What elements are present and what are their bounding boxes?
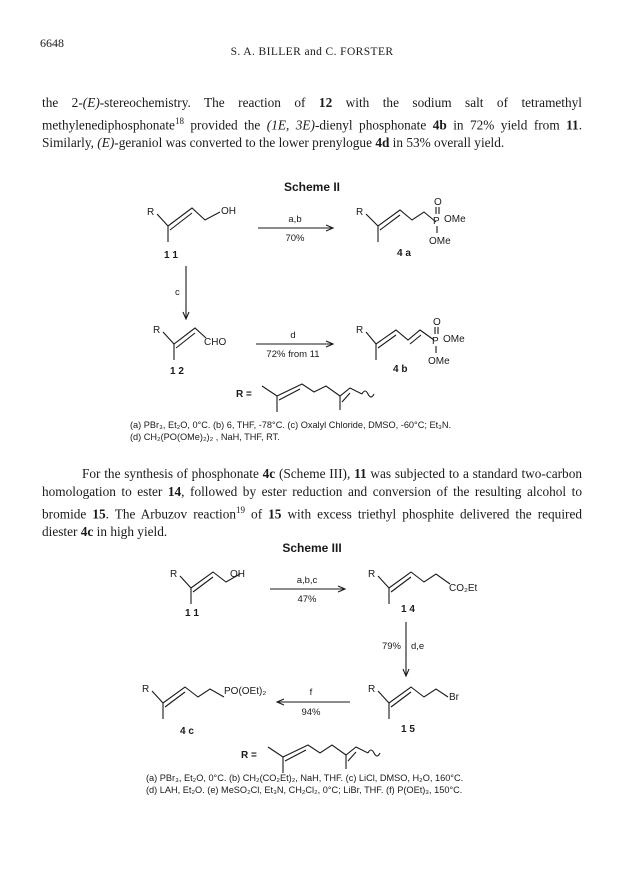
compound-14-structure [368, 569, 478, 615]
caption-line: (a) PBr₃, Et₂O, 0°C. (b) CH₂(CO₂Et)₂, NaH, THF. (c) LiCl, DMSO, H₂O, 160°C. [146, 773, 464, 783]
scheme-3-caption [146, 772, 586, 796]
compound-ref: 4b [432, 117, 447, 133]
phosphorus-label: P [432, 336, 439, 347]
text: , followed by ester reduction and conversion of the resulting alcohol to bromide [42, 484, 582, 522]
text: of [245, 506, 269, 522]
scheme-3-title: Scheme III [282, 541, 342, 555]
text: provided the [183, 117, 267, 133]
compound-ref: 15 [268, 506, 282, 522]
ome-label: OMe [429, 236, 451, 247]
compound-ref: 4d [375, 135, 390, 151]
text: the 2- [42, 95, 83, 110]
stereo-label: (E) [97, 135, 115, 151]
bond-skeleton [378, 687, 448, 703]
text: . Similarly, [42, 117, 583, 151]
r-label: R [153, 325, 161, 336]
compound-ref: 4c [80, 524, 94, 540]
r-equals-label: R = [241, 750, 257, 761]
compound-ref: 11 [566, 117, 579, 133]
running-head: S. A. BILLER and C. FORSTER [230, 46, 394, 58]
compound-number: 1 2 [170, 366, 184, 377]
text: with the sodium salt of tetramethyl methylenediphosphonate [42, 95, 582, 133]
oxygen-label: O [433, 317, 441, 328]
reagents: d [290, 330, 296, 341]
compound-number: 4 a [397, 248, 411, 259]
compound-ref: 12 [318, 95, 333, 110]
compound-ref: 4c [262, 466, 276, 481]
oxygen-label: O [434, 197, 442, 208]
scheme-2-title: Scheme II [283, 180, 341, 194]
r-equals-label: R = [236, 389, 252, 400]
reaction-arrow-abc [270, 575, 345, 605]
reagents: a,b [288, 214, 302, 225]
oh-label: OH [230, 569, 245, 580]
r-label: R [356, 207, 364, 218]
stereo-label: (1E, 3E) [266, 117, 315, 133]
bond-skeleton [152, 687, 224, 703]
phosphonate-label: PO(OEt)₂ [224, 686, 267, 697]
r-label: R [356, 325, 364, 336]
citation: 18 [174, 116, 184, 126]
compound-number: 1 5 [401, 724, 415, 735]
compound-15-structure [368, 684, 460, 735]
reagents: a,b,c [296, 575, 318, 586]
yield: 94% [301, 707, 321, 718]
compound-ref: 11 [354, 466, 367, 481]
cho-label: CHO [204, 337, 227, 348]
r-group-definition [241, 745, 380, 773]
r-label: R [170, 569, 178, 580]
text: -geraniol was converted to the lower prenylogue [114, 135, 376, 151]
bromine-label: Br [449, 692, 459, 703]
double-bond [285, 750, 306, 761]
compound-number: 1 1 [164, 250, 178, 261]
stereo-label: (E) [82, 95, 100, 110]
text: in high yield. [93, 524, 168, 540]
ome-label: OMe [444, 214, 466, 225]
caption-line: (d) LAH, Et₂O. (e) MeSO₂Cl, Et₃N, CH₂Cl₂, 0°C; LiBr, THF. (f) P(OEt)₃, 150°C. [146, 785, 463, 795]
compound-number: 4 c [180, 726, 194, 737]
compound-ref: 14 [167, 484, 182, 499]
text: in 72% yield from [446, 117, 567, 133]
reagents: d,e [411, 641, 425, 652]
phosphorus-label: P [433, 216, 440, 227]
page-number: 6648 [40, 36, 64, 50]
caption-line: (d) CH₂(PO(OMe)₂)₂ , NaH, THF, RT. [130, 432, 280, 442]
reagents: c [175, 287, 180, 298]
compound-number: 1 4 [401, 604, 415, 615]
text: was subjected to a standard two-carbon homologation to ester [42, 466, 582, 499]
attachment-wavy-bond [368, 750, 380, 756]
r-label: R [142, 684, 150, 695]
reaction-arrow-de [382, 622, 424, 676]
ester-label: CO₂Et [449, 583, 478, 594]
r-label: R [368, 684, 376, 695]
ome-label: OMe [443, 334, 465, 345]
double-bond [348, 752, 356, 761]
text: For the synthesis of phosphonate [82, 466, 263, 481]
citation: 19 [236, 505, 246, 515]
compound-11-structure [170, 569, 245, 619]
r-label: R [368, 569, 376, 580]
caption-line: (a) PBr₃, Et₂O, 0°C. (b) 6, THF, -78°C. (c) Oxalyl Chloride, DMSO, -60°C; Et₃N. [130, 420, 452, 430]
yield: 70% [285, 233, 305, 244]
text: (Scheme III), [275, 466, 355, 481]
compound-number: 4 b [393, 364, 408, 375]
compound-number: 1 1 [185, 608, 199, 619]
ome-label: OMe [428, 356, 450, 367]
yield: 79% [381, 641, 401, 652]
yield: 72% from 11 [266, 349, 320, 360]
text: -dienyl phosphonate [314, 117, 433, 133]
compound-4c-structure [142, 684, 266, 737]
text: in 53% overall yield. [389, 135, 505, 151]
reagents: f [309, 687, 313, 698]
r-label: R [147, 207, 155, 218]
compound-ref: 15 [92, 506, 106, 522]
text: -stereochemistry. The reaction of [99, 95, 319, 110]
reaction-arrow-f [277, 687, 350, 718]
bond-skeleton [378, 572, 450, 588]
yield: 47% [297, 594, 317, 605]
oh-label: OH [221, 206, 236, 217]
text: with excess triethyl phosphite delivered the required diester [42, 506, 582, 540]
text: . The Arbuzov reaction [105, 506, 237, 522]
